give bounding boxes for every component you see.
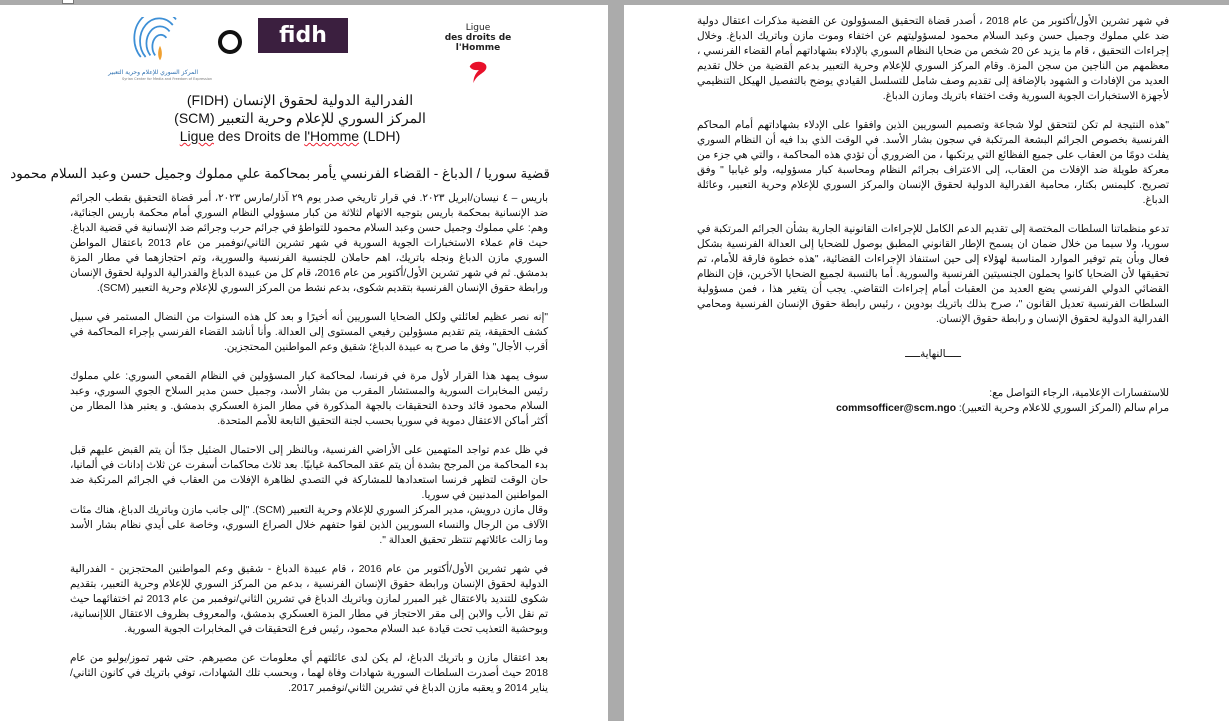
- page-corner-marker: [62, 0, 74, 4]
- contact-block: [697, 386, 1169, 416]
- paragraph: "هذه النتيجة لم تكن لتتحقق لولا شجاعة وتصميم السوريين الذين وافقوا على الإدلاء بشهاداتهم أمام المحاكم الفرنسية بخصوص الجرائم البشعة المرتكبة في سجون بشار الأسد. في الوقت الذي بدا فيه أن النظام السوري يفلت دومًا من العقاب على جميع الفظائع التي يرتكبها ، من الضروري أن تؤدي هذه المحاكمة ، والتي هي جزء من معركة طويلة ضد الإفلات من العقاب، إلى الاعتراف بجرائم النظام ومحاسبة كبار مسؤوليه، ولو غيابيا " وفق تصريح. كليمنس بكتار، محامية الفدرالية الدولية لحقوق الإنسان والمركز السوري للإعلام وحرية التعبير، وعائلة الدباغ.: [697, 120, 1169, 206]
- scm-logo-icon: [128, 17, 192, 65]
- org-ldh: [40, 127, 540, 145]
- contact-email-link[interactable]: commsofficer@scm.ngo: [836, 403, 956, 414]
- document-page-2: [624, 5, 1229, 721]
- page-2-body: [697, 14, 1169, 416]
- org-ldh-part: (LDH): [359, 128, 401, 144]
- paragraph: في شهر تشرين الأول/أكتوبر من عام 2016 ، قام عبيدة الدباغ - شقيق وعم المواطنين المحتجزين - الفدرالية الدولية لحقوق الإنسان ورابطة حقوق الإنسان الفرنسية ، بدعم من المركز السوري للإعلام وحرية التعبير، بتقديم شكوى للتنديد بالاعتقال غير المبرر لمازن وباتريك الدباغ في تشرين الثاني/نوفمبر من عام 2013 ثم اختفائهما حيث تم نقل الأب والابن إلى مقر الاحتجاز في مطار المزة العسكري بدمشق، والمعروف بظروف الاعتقال اللاإنسانية، وبوحشية التعذيب تحت قيادة عبد السلام محمود، رئيس فرع التحقيقات في المخابرات الجوية السورية.: [70, 564, 548, 635]
- ldh-logo-line2: des droits de: [444, 33, 512, 43]
- ldh-logo-line3: l'Homme: [455, 43, 501, 53]
- org-ldh-part: Ligue: [179, 128, 214, 144]
- page-1-body: [70, 191, 548, 710]
- scm-logo: [108, 17, 213, 87]
- paragraph: تدعو منظماتنا السلطات المختصة إلى تقديم الدعم الكامل للإجراءات القانونية الجارية بشأن الجرائم المرتكبة في سوريا، ولا سيما من خلال ضمان ان يسمح الإطار القانوني المطبق بوصول للضحايا إلى العدالة الفرنسية بشكل فعال وبأن يتم توفير الموارد المناسبة لهؤلاء إلى حين استنفاذ الإجراءات القضائية، "هذه خطوة فارقة للأمام، تم تحقيقها لأن الضحايا كانوا يحملون الجنسيتين الفرنسية والسورية. أما بالنسبة لجميع الضحايا الآخرين، فإن النظام القضائي الدولي الفرنسي يضع العديد من العقبات أمام إجراءات التقاضي. يجب أن يتغير هذا ، فمن مسؤولية السلطات الفرنسية تعديل القانون "، صرح بذلك باتريك بودوين ، رئيس رابطة حقوق الإنسان الفرنسية ومحامي الفدرالية الدولية لحقوق الإنسان و رابطة حقوق الإنسان.: [697, 224, 1169, 325]
- contact-intro: للاستفسارات الإعلامية، الرجاء التواصل مع:: [989, 388, 1169, 399]
- ldh-mark-icon: [466, 59, 490, 85]
- org-fidh: الفدرالية الدولية لحقوق الإنسان (FIDH): [186, 92, 414, 108]
- scm-logo-caption: المركز السوري للإعلام وحرية التعبير: [108, 69, 198, 76]
- paragraph: "إنه نصر عظيم لعائلتي ولكل الضحايا السوريين أنه أخيرًا و بعد كل هذه السنوات من النضال المستمر في سبيل كشف الحقيقة، يتم تقديم مسؤولين رفيعي المستوى إلى العدالة. وأنا أناشد القضاء الفرنسي بإجراء المحاكمة في أقرب الأجال" وفق ما صرح به عبيدة الدباغ؛ شقيق وعم المواطنين المحتجزين.: [70, 312, 548, 353]
- contact-name: مرام سالم (المركز السوري للاعلام وحرية التعبير):: [955, 403, 1169, 414]
- end-mark: ـــــالنهايةـــــ: [905, 349, 961, 360]
- paragraph: سوف يمهد هذا القرار لأول مرة في فرنسا، لمحاكمة كبار المسؤولين في النظام القمعي السوري: علي مملوك رئيس المخابرات السورية والمستشار المقرب من بشار الأسد، وجميل حسن مدير السلاح الجوي السوري، وعبد السلام محمود قائد وحدة التحقيقات بالجهة المذكورة في مطار المزة العسكري بدمشق. و يعتبر هذا المطار من أكثر أماكن الاعتقال دموية في سوريا بحسب لجنة التحقيق التابعة للأمم المتحدة.: [70, 371, 548, 427]
- ldh-logo: [428, 23, 528, 88]
- org-scm: المركز السوري للإعلام وحرية التعبير (SCM): [174, 110, 426, 126]
- paragraph: وقال مازن درويش، مدير المركز السوري للإعلام وحرية التعبير (SCM). "إلى جانب مازن وباتريك الدباغ، هناك مئات الآلاف من الرجال والنساء السوريين الذين لقوا حتفهم خلال الصراع السوري، وخاصة على أيدي نظام بشار الأسد وما زالت عائلاتهم تنتظر تحقيق العدالة ".: [70, 505, 548, 546]
- scm-logo-caption-en: Syrian Center for Media and Freedom of Expression: [122, 77, 213, 81]
- paragraph: باريس – ٤ نيسان/ابريل ٢٠٢٣. في قرار تاريخي صدر يوم ٢٩ آذار/مارس ٢٠٢٣، أمر قضاة التحقيق بقطب الجرائم ضد الإنسانية بمحكمة باريس بتوجيه الاتهام لثلاثة من كبار مسؤولي النظام السوري أمام محكمة باريس الجنائية، وهم: علي مملوك وجميل حسن وعبد السلام محمود للتواطؤ في جرائم حرب وجرائم ضد الإنسانية في قضية الدباغ. حيث قام عملاء الاستخبارات الجوية السورية في شهر تشرين الثاني/نوفمبر من عام 2013 باعتقال المواطن السوري مازن الدباغ ونجله باتريك، اهم حاملان للجنسية الفرنسية والسورية، وتم احتجازهما في مطار المزة بدمشق. ثم في شهر تشرين الأول/أكتوبر من عام 2016، قام كل من عبيدة الدباغ والفدرالية الدولية لحقوق الإنسان ورابطة حقوق الإنسان الفرنسية بتقديم شكوى، بدعم نشط من المركز السوري للإعلام وحرية التعبير (SCM).: [70, 193, 549, 294]
- paragraph: بعد اعتقال مازن و باتريك الدباغ، لم يكن لدى عائلتهم أي معلومات عن مصيرهم. حتى شهر تموز/يوليو من عام 2018 حيث أصدرت السلطات السورية شهادات وفاة لهما ، وبحسب تلك الشهادات، توفي باتريك في كانون الثاني/يناير 2014 و يعقبه مازن الدباغ في تشرين الثاني/نوفمبر 2017.: [70, 653, 548, 694]
- ldh-logo-line1: Ligue: [465, 23, 491, 33]
- org-ldh-part: des Droits de: [213, 128, 305, 144]
- ring-logo-icon: [218, 30, 242, 54]
- organizations-header: [60, 91, 540, 145]
- fidh-logo: fidh: [258, 18, 348, 53]
- document-page-1: [0, 5, 608, 721]
- paragraph: في ظل عدم تواجد المتهمين على الأراضي الفرنسية، وبالنظر إلى الاحتمال الضئيل جدًا أن يتم القبض عليهم قبل بدء المحاكمة من المرجح بشدة أن يتم عقد المحاكمة غيابيًا. بعد ثلاث محاكمات أسفرت عن ثلاث إدانات في ألمانيا، حان الوقت لتظهر فرنسا استعدادها للمشاركة في التصدي لظاهرة الإفلات من العقاب في الجرائم المرتكبة ضد المواطنين المدنيين في سوريا.: [70, 445, 548, 501]
- press-release-headline: قضية سوريا / الدباغ - القضاء الفرنسي يأمر بمحاكمة علي مملوك وجميل حسن وعبد السلام محمود: [10, 166, 550, 181]
- paragraph: في شهر تشرين الأول/أكتوبر من عام 2018 ، أصدر قضاة التحقيق المسؤولون عن القضية مذكرات اعتقال دولية ضد علي مملوك وجميل حسن وعبد السلام محمود لمسؤوليتهم عن اختفاء وموت مازن وباتريك الدباغ. وخلال إجراءات التحقيق ، قام ما يزيد عن 20 شخص من ضحايا النظام السوري بالإدلاء بشهاداتهم أمام القضاء الفرنسي ، معظمهم من الناجين من سجن المزة. وقام المركز السوري للإعلام وحرية التعبير بدعم القضية من خلال تقديم العديد من الإفادات و الشهود بالإضافة إلى تقديم وصف شامل للتسلسل القيادي يوضح بالتفصيل الهيكل التنظيمي لأجهزة الاستخبارات الجوية السورية وقت اختفاء باتريك ومازن الدباغ.: [697, 16, 1170, 102]
- org-ldh-part: l'Homme: [304, 128, 360, 144]
